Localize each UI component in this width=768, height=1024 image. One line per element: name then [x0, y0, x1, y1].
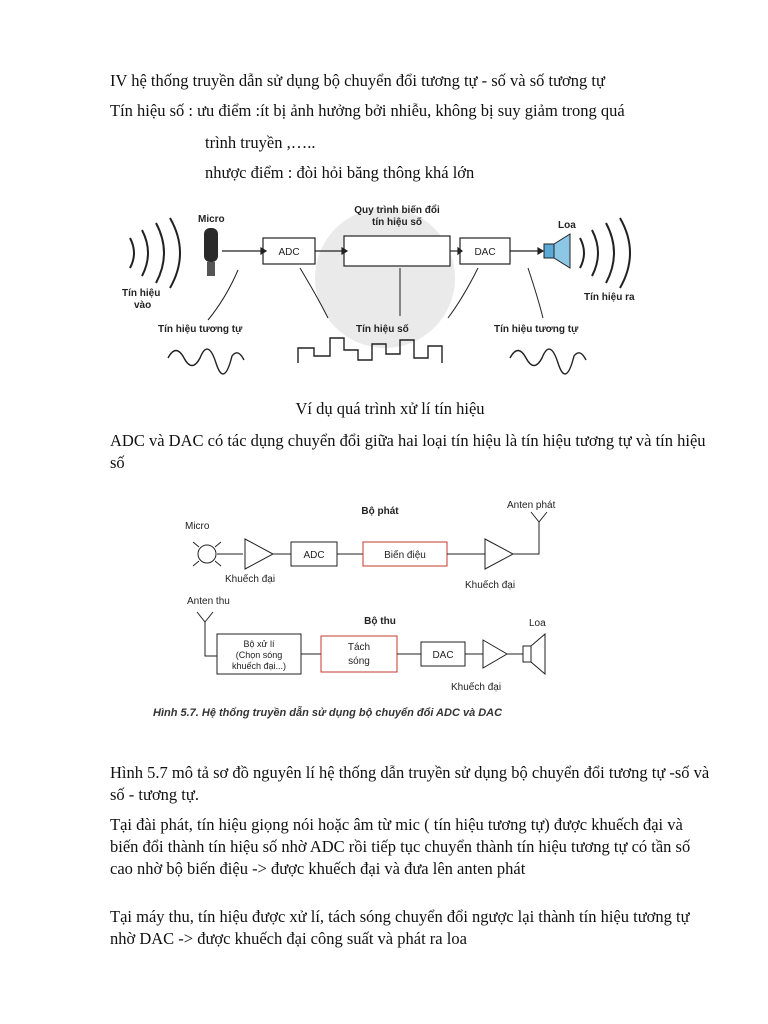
processor-label-3: khuếch đại...)	[231, 661, 287, 671]
amp-tx-2-label: Khuếch đại	[465, 580, 516, 591]
amplifier-tx-1-icon	[245, 539, 273, 569]
process-title-2: tín hiệu số	[372, 217, 422, 228]
input-label-1: Tín hiệu	[122, 288, 161, 299]
antenna-tx-icon	[531, 512, 547, 522]
dac-rx-label: DAC	[432, 650, 454, 661]
amp-tx-1-label: Khuếch đại	[225, 574, 276, 585]
processor-label-2: (Chọn sóng	[235, 650, 283, 660]
transmission-system-figure	[145, 484, 615, 719]
output-label: Tín hiệu ra	[584, 292, 635, 303]
digital-signal-advantage: Tín hiệu số : ưu điểm :ít bị ảnh hưởng bởi nhiễu, không bị suy giảm trong quá	[110, 101, 625, 120]
transmitter-title: Bộ phát	[361, 506, 399, 517]
amplifier-tx-2-icon	[485, 539, 513, 569]
figure1-caption: Ví dụ quá trình xử lí tín hiệu	[295, 399, 485, 418]
demodulator-label-2: sóng	[348, 656, 370, 667]
amplifier-rx-icon	[483, 640, 507, 668]
sound-wave-in-icon	[130, 218, 180, 288]
speaker-rx-icon	[523, 634, 545, 674]
waveforms	[168, 338, 586, 374]
digital-signal-label: Tín hiệu số	[356, 324, 409, 335]
adc-dac-description: ADC và DAC có tác dụng chuyển đổi giữa hai loại tín hiệu là tín hiệu tương tự và tín hiệu số	[110, 431, 706, 472]
digital-signal-continuation: trình truyền ,…..	[205, 133, 316, 152]
figure2-caption: Hình 5.7. Hệ thống truyền dẫn sử dụng bộ chuyển đổi ADC và DAC	[153, 707, 503, 719]
micro-label: Micro	[198, 214, 225, 225]
processor-label-1: Bộ xử lí	[243, 639, 275, 649]
microphone-icon	[204, 228, 218, 276]
receiver-description: Tại máy thu, tín hiệu được xử lí, tách sóng chuyển đổi ngược lại thành tín hiệu tương tự nhờ DAC -> được khuếch đại công suất và phát ra loa	[110, 907, 690, 948]
amp-rx-label: Khuếch đại	[451, 682, 502, 693]
speaker-icon	[544, 234, 570, 268]
sound-wave-out-icon	[580, 218, 630, 288]
receiver-title: Bộ thu	[364, 616, 396, 627]
digital-signal-disadvantage: nhược điểm : đòi hỏi băng thông khá lớn	[205, 163, 475, 182]
figure-description: Hình 5.7 mô tả sơ đồ nguyên lí hệ thống dẫn truyền sử dụng bộ chuyển đổi tương tự -số và số - tương tự.	[110, 763, 710, 804]
analog-signal-right-label: Tín hiệu tương tự	[494, 324, 579, 335]
section-title: IV hệ thống truyền dẫn sử dụng bộ chuyển đổi tương tự - số và số tương tự	[110, 71, 605, 90]
dac-label: DAC	[474, 247, 496, 258]
transmitter-description: Tại đài phát, tín hiệu giọng nói hoặc âm từ mic ( tín hiệu tương tự) được khuếch đại và biến đổi thành tín hiệu số nhờ ADC rồi tiếp tục chuyển thành tín hiệu tương tự có tần số cao nhờ bộ biến điệu -> được khuếch đại và đưa lên anten phát	[110, 815, 691, 878]
antenna-tx-label: Anten phát	[507, 500, 556, 511]
speaker-rx-label: Loa	[529, 618, 546, 629]
adc-label: ADC	[278, 247, 300, 258]
analog-signal-left-label: Tín hiệu tương tự	[158, 324, 243, 335]
micro-tx-icon	[193, 542, 221, 566]
signal-processing-figure	[118, 198, 653, 388]
process-title-1: Quy trình biến đổi	[354, 205, 440, 216]
input-label-2: vào	[134, 300, 152, 311]
demodulator-label-1: Tách	[347, 642, 371, 653]
antenna-rx-label: Anten thu	[187, 596, 230, 607]
micro-tx-label: Micro	[185, 521, 210, 532]
modulator-label: Biến điệu	[384, 550, 426, 561]
adc-tx-label: ADC	[303, 550, 325, 561]
speaker-label: Loa	[558, 220, 576, 231]
antenna-rx-icon	[197, 612, 213, 622]
